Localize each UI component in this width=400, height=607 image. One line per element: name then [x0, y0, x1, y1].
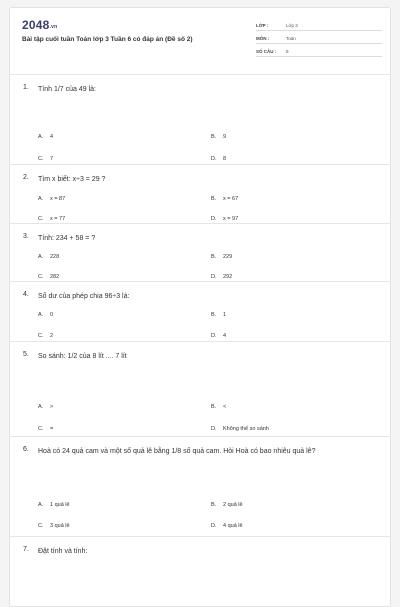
question-text: Số dư của phép chia 96÷3 là: — [38, 293, 130, 300]
option-a[interactable]: A. x = 87 — [38, 196, 66, 202]
option-a[interactable]: A. 4 — [38, 134, 54, 140]
question-6: 6. Hoà có 24 quả cam và một số quả lê bằng 1/8 số quả cam. Hỏi Hoà có bao nhiêu quả lê? A. 1 quả lê B. 2 quả lê C. 3 quả lê D. 4 quả lê — [10, 437, 390, 537]
option-a[interactable]: A. > — [38, 404, 54, 410]
question-text: Hoà có 24 quả cam và một số quả lê bằng 1/8 số quả cam. Hỏi Hoà có bao nhiêu quả lê? — [38, 448, 316, 455]
meta-question-count: SỐ CÂU : 9 — [256, 44, 382, 57]
option-b[interactable]: B. 229 — [211, 254, 233, 260]
option-b[interactable]: B. 2 quả lê — [211, 502, 243, 508]
question-text: Đặt tính và tính: — [38, 548, 88, 555]
option-c[interactable]: C. 2 — [38, 333, 54, 339]
meta-subject: MÔN : Toán — [256, 31, 382, 44]
question-text: Tính 1/7 của 49 là: — [38, 86, 96, 93]
option-c[interactable]: C. x = 77 — [38, 216, 66, 222]
option-c[interactable]: C. 7 — [38, 156, 54, 162]
option-b[interactable]: B. x = 67 — [211, 196, 239, 202]
option-c[interactable]: C. 282 — [38, 274, 60, 280]
meta-class: LỚP : Lớp 3 — [256, 18, 382, 31]
option-b[interactable]: B. < — [211, 404, 227, 410]
option-c[interactable]: C. = — [38, 426, 54, 432]
question-text: Tìm x biết: x÷3 = 29 ? — [38, 176, 106, 183]
question-1: 1. Tính 1/7 của 49 là: A. 4 B. 9 C. 7 D. 8 — [10, 75, 390, 165]
worksheet-page — [9, 7, 391, 607]
question-4: 4. Số dư của phép chia 96÷3 là: A. 0 B. 1 C. 2 D. 4 — [10, 282, 390, 342]
option-d[interactable]: D. 8 — [211, 156, 227, 162]
option-d[interactable]: D. 4 — [211, 333, 227, 339]
question-2: 2. Tìm x biết: x÷3 = 29 ? A. x = 87 B. x = 67 C. x = 77 D. x = 97 — [10, 165, 390, 224]
question-list — [10, 75, 390, 557]
question-text: So sánh: 1/2 của 8 lít .... 7 lít — [38, 353, 127, 360]
option-a[interactable]: A. 228 — [38, 254, 60, 260]
option-c[interactable]: C. 3 quả lê — [38, 523, 70, 529]
question-3: 3. Tính: 234 + 58 = ? A. 228 B. 229 C. 282 D. 292 — [10, 224, 390, 282]
option-b[interactable]: B. 1 — [211, 312, 227, 318]
option-a[interactable]: A. 0 — [38, 312, 54, 318]
option-d[interactable]: D. 4 quả lê — [211, 523, 243, 529]
worksheet-title: Bài tập cuối tuần Toán lớp 3 Tuần 6 có đáp án (Đề số 2) — [22, 36, 193, 43]
question-7: 7. Đặt tính và tính: — [23, 546, 88, 555]
worksheet-header — [10, 8, 390, 70]
option-d[interactable]: D. Không thể so sánh — [211, 426, 269, 432]
option-b[interactable]: B. 9 — [211, 134, 227, 140]
option-d[interactable]: D. x = 97 — [211, 216, 239, 222]
question-text: Tính: 234 + 58 = ? — [38, 235, 96, 242]
worksheet-meta — [256, 18, 382, 57]
question-5: 5. So sánh: 1/2 của 8 lít .... 7 lít A. > B. < C. = D. Không thể so sánh — [10, 342, 390, 437]
option-d[interactable]: D. 292 — [211, 274, 233, 280]
site-logo[interactable]: 2048.vn — [22, 18, 58, 32]
option-a[interactable]: A. 1 quả lê — [38, 502, 70, 508]
